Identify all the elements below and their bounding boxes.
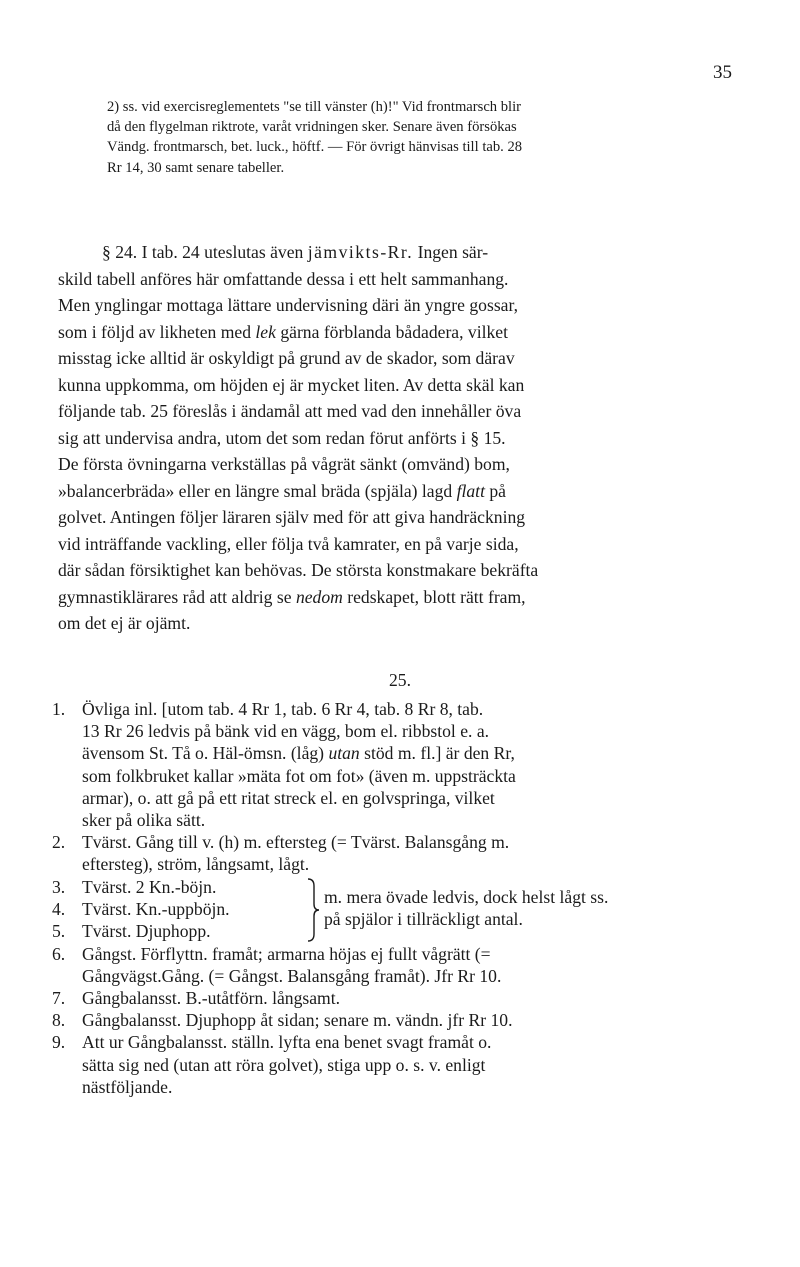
item-line [82,742,752,764]
list-item [52,898,312,920]
item-line: sker på olika sätt. [82,810,206,831]
paragraph-line [58,584,734,611]
item-line: armar), o. att gå på ett ritat streck el. en golvspringa, vilket [82,787,495,808]
spaced-term: jämvikts-Rr. [307,242,414,262]
text-run: ävensom St. Tå o. Häl-ömsn. (låg) [82,743,325,764]
item-line: Gångvägst.Gång. (= Gångst. Balansgång framåt). Jfr Rr 10. [82,965,502,986]
text-run: på [489,480,506,501]
item-line: sätta sig ned (utan att röra golvet), stiga upp o. s. v. enligt [82,1054,486,1075]
item-line: Att ur Gångbalansst. ställn. lyfta ena benet svagt framåt o. [82,1032,492,1053]
paragraph-line: följande tab. 25 föreslås i ändamål att med vad den innehåller öva [58,401,522,421]
paragraph-line: De första övningarna verkställas på vågrät sänkt (omvänd) bom, [58,454,510,474]
footnote-line: Vändg. frontmarsch, bet. luck., höftf. — För övrigt hänvisas till tab. 28 [107,139,523,156]
text-run: gärna förblanda bådadera, vilket [280,321,508,342]
footnote-line: 2) ss. vid exercisreglementets "se till vänster (h)!" Vid frontmarsch blir [107,99,522,115]
item-number: 3. [52,876,66,897]
item-line: Tvärst. Gång till v. (h) m. eftersteg (= Tvärst. Balansgång m. [82,832,510,853]
item-number: 9. [52,1032,66,1053]
list-item [52,943,752,987]
text-run: »balancerbräda» eller en längre smal bräda (spjäla) lagd [58,480,453,501]
paragraph-line: där sådan försiktighet kan behövas. De största konstmakare bekräfta [58,560,539,580]
paragraph-line [58,478,734,505]
text-run: som i följd av likheten med [58,321,252,342]
item-line: Övliga inl. [utom tab. 4 Rr 1, tab. 6 Rr 4, tab. 8 Rr 8, tab. [82,699,484,719]
list-item [52,1009,752,1031]
exercise-list [52,698,752,1098]
braced-note [324,886,744,930]
item-line: Tvärst. Djuphopp. [82,921,211,941]
braced-item-group [52,876,752,943]
paragraph-line: om det ej är ojämt. [58,613,191,633]
paragraph-line [58,239,734,266]
table-number: 25. [389,670,411,690]
paragraph-line: skild tabell anföres här omfattande dessa i ett helt sammanhang. [58,268,509,289]
item-line: Gångbalansst. Djuphopp åt sidan; senare m. vändn. jfr Rr 10. [82,1010,513,1031]
text-run: Ingen sär- [417,242,489,262]
paragraph-line: sig att undervisa andra, utom det som redan förut anförts i § 15. [58,427,506,448]
item-number: 1. [52,699,66,719]
paragraph-line: golvet. Antingen följer läraren själv med för att giva handräckning [58,507,526,527]
paragraph-line: kunna uppkomma, om höjden ej är mycket liten. Av detta skäl kan [58,374,525,395]
paragraph-line: vid inträffande vackling, eller följa två kamrater, en på varje sida, [58,533,519,554]
list-item [52,876,312,898]
item-number: 5. [52,921,66,941]
list-item [52,831,752,875]
footnote [107,97,733,178]
item-number: 8. [52,1010,66,1031]
item-number: 6. [52,943,66,964]
footnote-line: då den flygelman riktrote, varåt vridningen sker. Senare även försökas [107,119,517,136]
item-line: Gångbalansst. B.-utåtförn. långsamt. [82,988,340,1009]
text-run: stöd m. fl.] är den Rr, [364,743,515,764]
page-number: 35 [713,62,732,83]
item-line: eftersteg), ström, långsamt, lågt. [82,854,310,875]
item-line: Gångst. Förflyttn. framåt; armarna höjas ej fullt vågrätt (= [82,943,491,964]
paragraph-line: Men ynglingar mottaga lättare undervisning däri än yngre gossar, [58,295,519,315]
text-run: redskapet, blott rätt fram, [347,586,526,607]
paragraph-line: misstag icke alltid är oskyldigt på grund av de skador, som därav [58,348,515,368]
text-run: gymnastiklärares råd att aldrig se [58,586,292,607]
item-line: Tvärst. Kn.-uppböjn. [82,898,230,919]
emphasis: utan [328,743,360,764]
emphasis: nedom [295,586,343,607]
item-number: 4. [52,898,66,919]
paragraph-line [58,319,734,346]
text-run: § 24. I tab. 24 uteslutas även [102,242,304,262]
footnote-line: Rr 14, 30 samt senare tabeller. [107,159,285,176]
item-line: m. mera övade ledvis, dock helst lågt ss. [324,886,609,907]
list-item [52,1031,752,1098]
item-line: som folkbruket kallar »mäta fot om fot» (även m. uppsträckta [82,765,516,786]
item-line: 13 Rr 26 ledvis på bänk vid en vägg, bom el. ribbstol e. a. [82,721,490,742]
item-line: nästföljande. [82,1076,173,1097]
item-line: på spjälor i tillräckligt antal. [324,908,523,929]
item-line: Tvärst. 2 Kn.-böjn. [82,876,217,897]
item-number: 2. [52,832,66,853]
braced-items [52,876,312,943]
section-24-paragraph [58,239,734,637]
list-item [52,698,752,831]
list-item [52,920,312,942]
emphasis: flatt [456,480,485,501]
list-item [52,987,752,1009]
emphasis: lek [255,321,276,342]
right-brace-icon [306,878,320,942]
item-number: 7. [52,988,66,1009]
